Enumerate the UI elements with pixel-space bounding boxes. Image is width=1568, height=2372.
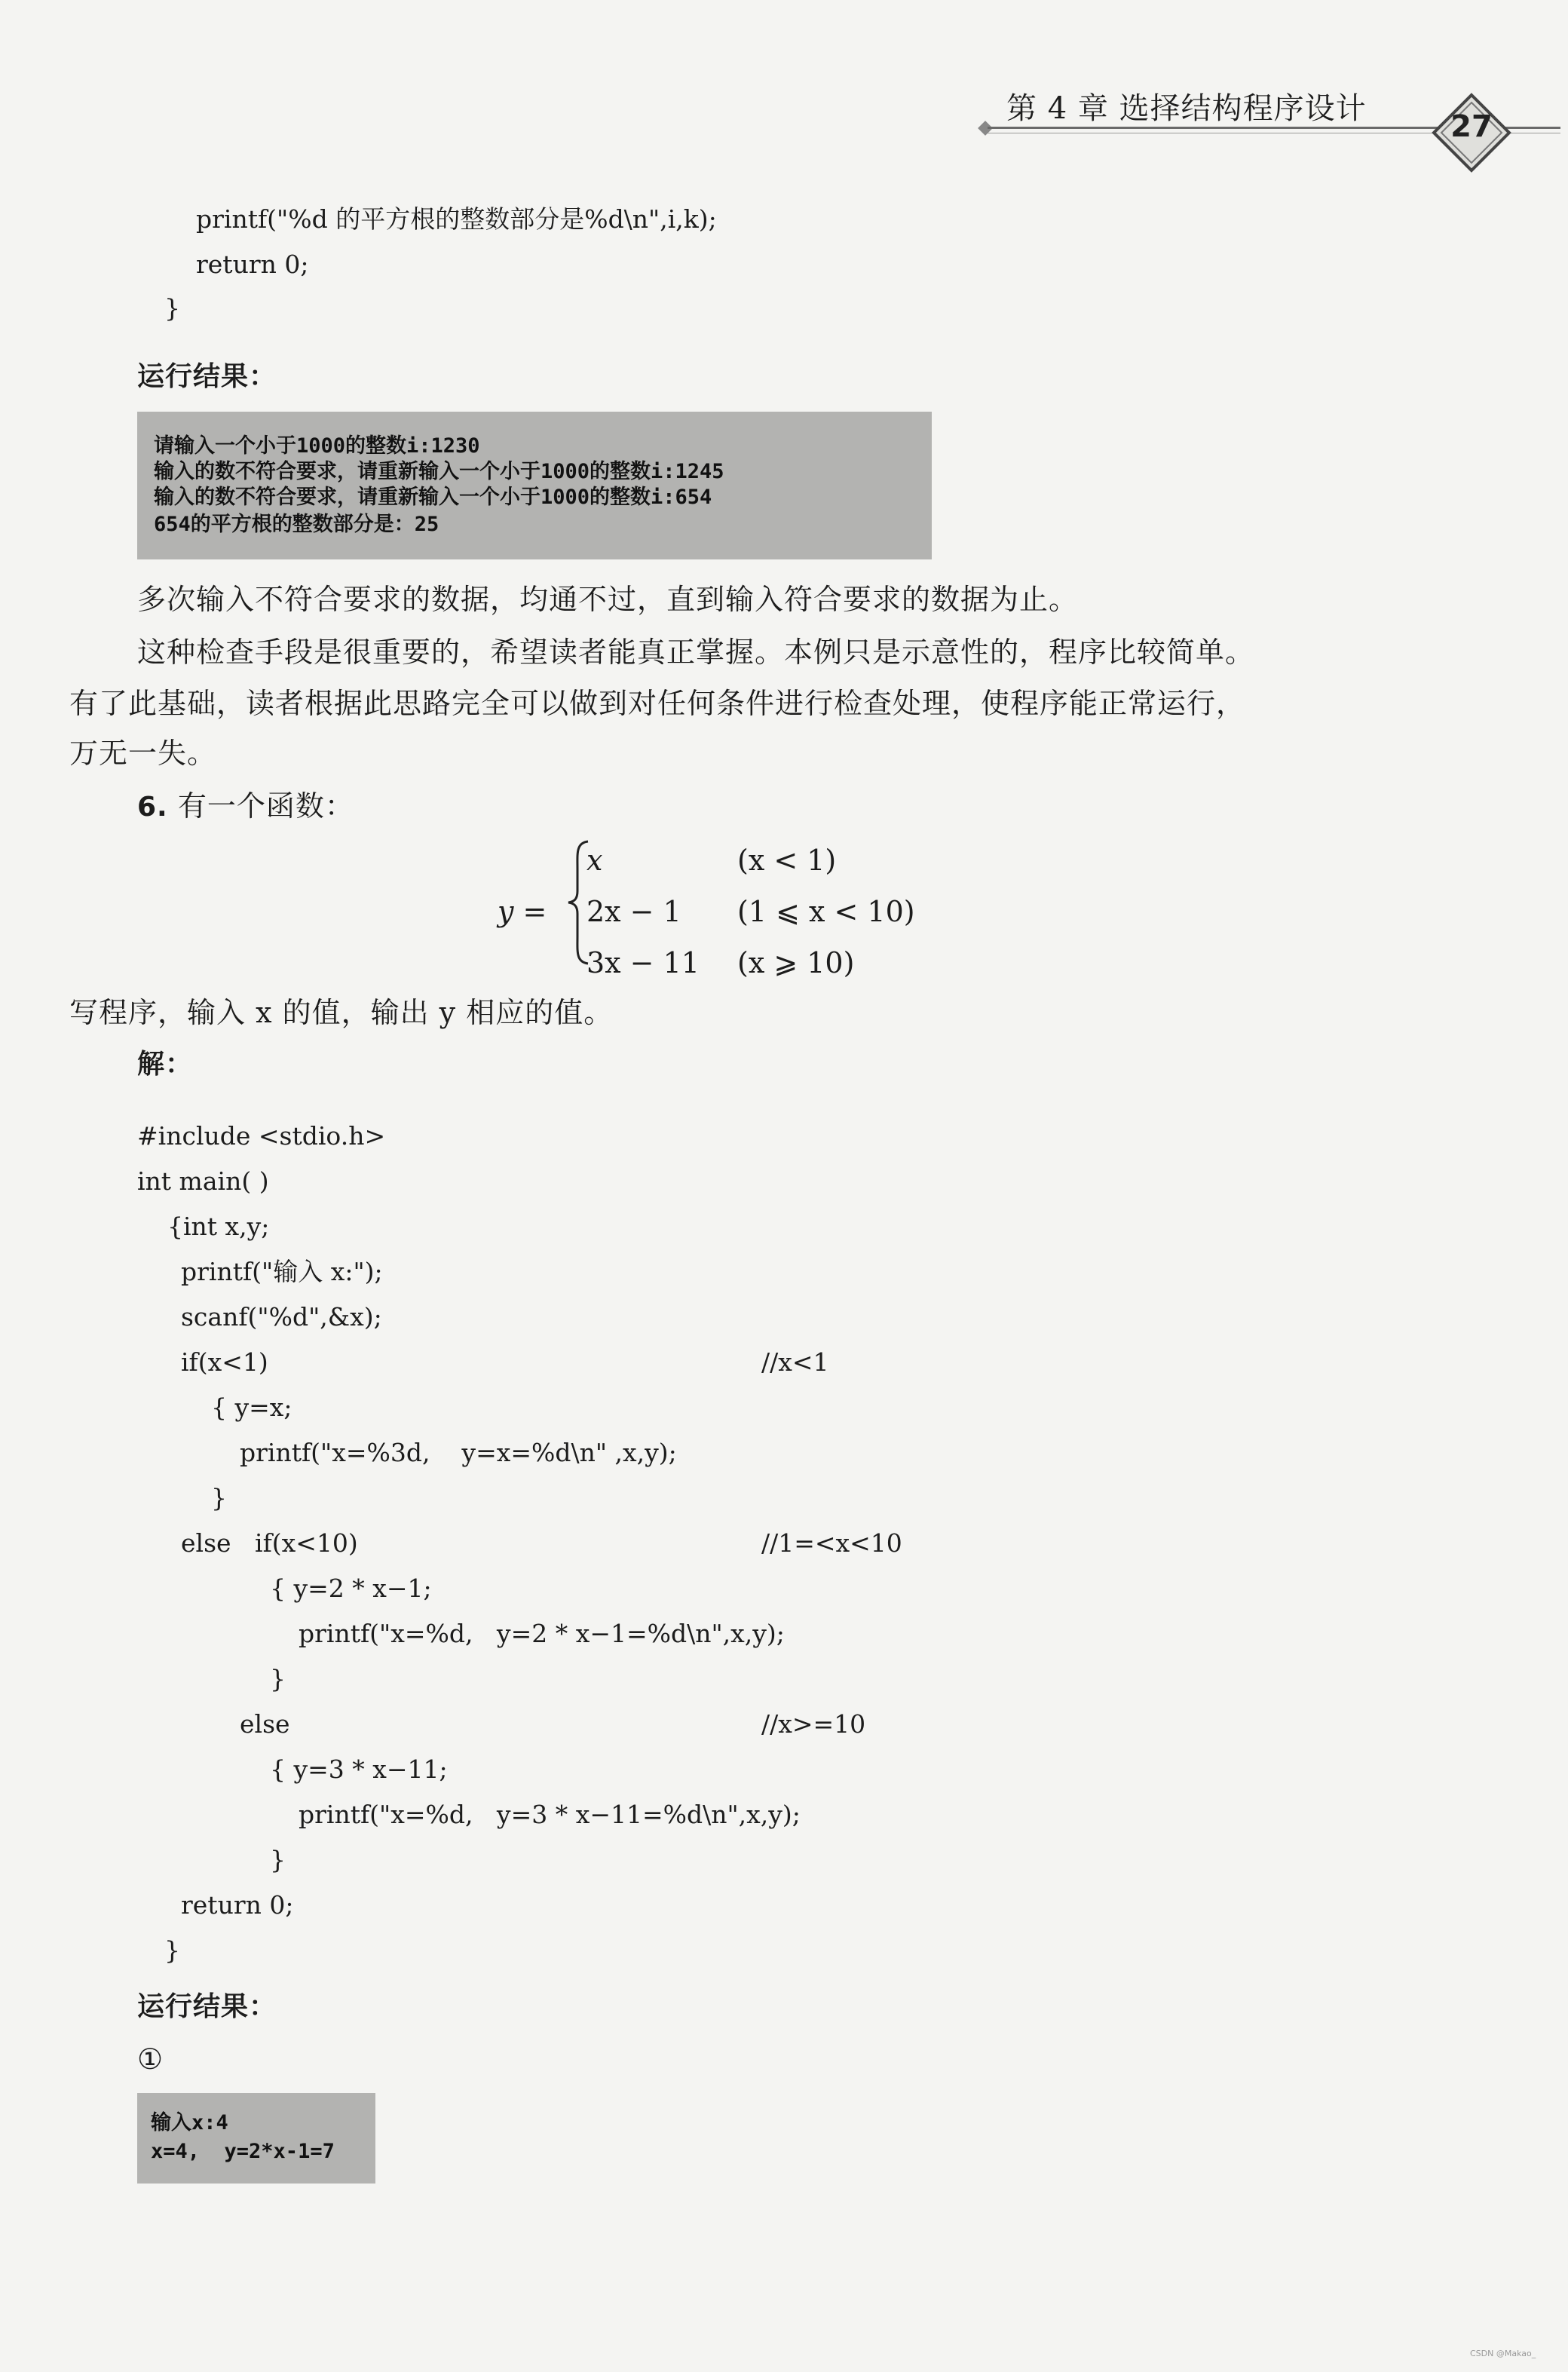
console-line: 输入的数不符合要求，请重新输入一个小于1000的整数i:654 bbox=[154, 486, 712, 509]
formula-case-cond: (x < 1) bbox=[737, 844, 837, 877]
code-line: return 0; bbox=[196, 250, 309, 279]
console-line: 输入的数不符合要求，请重新输入一个小于1000的整数i:1245 bbox=[154, 460, 724, 483]
code-line: printf("x=%d, y=2 * x−1=%d\n",x,y); bbox=[299, 1619, 785, 1648]
formula-case-cond: (1 ⩽ x < 10) bbox=[737, 895, 915, 928]
code-line: } bbox=[164, 1935, 180, 1965]
code-line: } bbox=[164, 293, 180, 323]
console-output-2 bbox=[137, 2093, 375, 2184]
paragraph: 这种检查手段是很重要的，希望读者能真正掌握。本例只是示意性的，程序比较简单。 bbox=[137, 636, 1255, 669]
code-line: printf("%d 的平方根的整数部分是%d\n",i,k); bbox=[196, 204, 717, 234]
code-line: #include <stdio.h> bbox=[137, 1121, 386, 1151]
code-line: return 0; bbox=[181, 1890, 294, 1920]
formula-case-expr: 2x − 1 bbox=[586, 895, 681, 928]
code-line: { y=2 * x−1; bbox=[270, 1574, 432, 1603]
code-line: } bbox=[211, 1483, 227, 1512]
code-line: {int x,y; bbox=[167, 1212, 270, 1241]
code-line: if(x<1) bbox=[181, 1347, 268, 1377]
code-comment: //x>=10 bbox=[761, 1709, 866, 1739]
code-line: printf("输入 x:"); bbox=[181, 1257, 383, 1286]
run-result-label: 运行结果： bbox=[137, 361, 277, 392]
formula-lhs: y = bbox=[498, 895, 547, 928]
code-line: else if(x<10) bbox=[181, 1528, 358, 1558]
console-line: x=4, y=2*x-1=7 bbox=[151, 2140, 335, 2163]
code-line: } bbox=[270, 1664, 286, 1693]
code-line: scanf("%d",&x); bbox=[181, 1302, 382, 1332]
problem-number: 6. bbox=[137, 792, 168, 823]
case-marker: ① bbox=[137, 2043, 164, 2076]
paragraph: 有了此基础，读者根据此思路完全可以做到对任何条件进行检查处理，使程序能正常运行， bbox=[69, 687, 1246, 720]
page-number: 27 bbox=[1450, 109, 1493, 144]
formula-case-expr: 3x − 11 bbox=[586, 946, 700, 979]
problem-text: 有一个函数： bbox=[177, 789, 354, 823]
console-line: 输入x:4 bbox=[151, 2111, 228, 2134]
paragraph: 万无一失。 bbox=[69, 737, 217, 770]
task-text: 写程序，输入 x 的值，输出 y 相应的值。 bbox=[69, 996, 614, 1029]
code-line: { y=3 * x−11; bbox=[270, 1754, 448, 1784]
code-line: int main( ) bbox=[137, 1166, 269, 1196]
code-comment: //x<1 bbox=[761, 1347, 829, 1377]
console-line: 654的平方根的整数部分是：25 bbox=[154, 513, 439, 536]
code-line: else bbox=[240, 1709, 290, 1739]
solution-label: 解： bbox=[137, 1049, 194, 1080]
code-line: printf("x=%d, y=3 * x−11=%d\n",x,y); bbox=[299, 1800, 801, 1829]
run-result-label: 运行结果： bbox=[137, 1991, 277, 2022]
paragraph: 多次输入不符合要求的数据，均通不过，直到输入符合要求的数据为止。 bbox=[137, 583, 1079, 616]
formula-case-expr: x bbox=[586, 844, 603, 877]
console-output-1 bbox=[137, 412, 932, 559]
problem-heading bbox=[137, 789, 354, 823]
code-line: { y=x; bbox=[211, 1393, 292, 1422]
formula-case-cond: (x ⩾ 10) bbox=[737, 946, 855, 979]
code-line: printf("x=%3d, y=x=%d\n" ,x,y); bbox=[240, 1438, 677, 1467]
code-comment: //1=<x<10 bbox=[761, 1528, 902, 1558]
watermark: CSDN @Makao_ bbox=[1470, 2349, 1536, 2358]
chapter-header-title: 第 4 章 选择结构程序设计 bbox=[1006, 91, 1367, 126]
code-line: } bbox=[270, 1845, 286, 1874]
console-line: 请输入一个小于1000的整数i:1230 bbox=[154, 434, 480, 458]
